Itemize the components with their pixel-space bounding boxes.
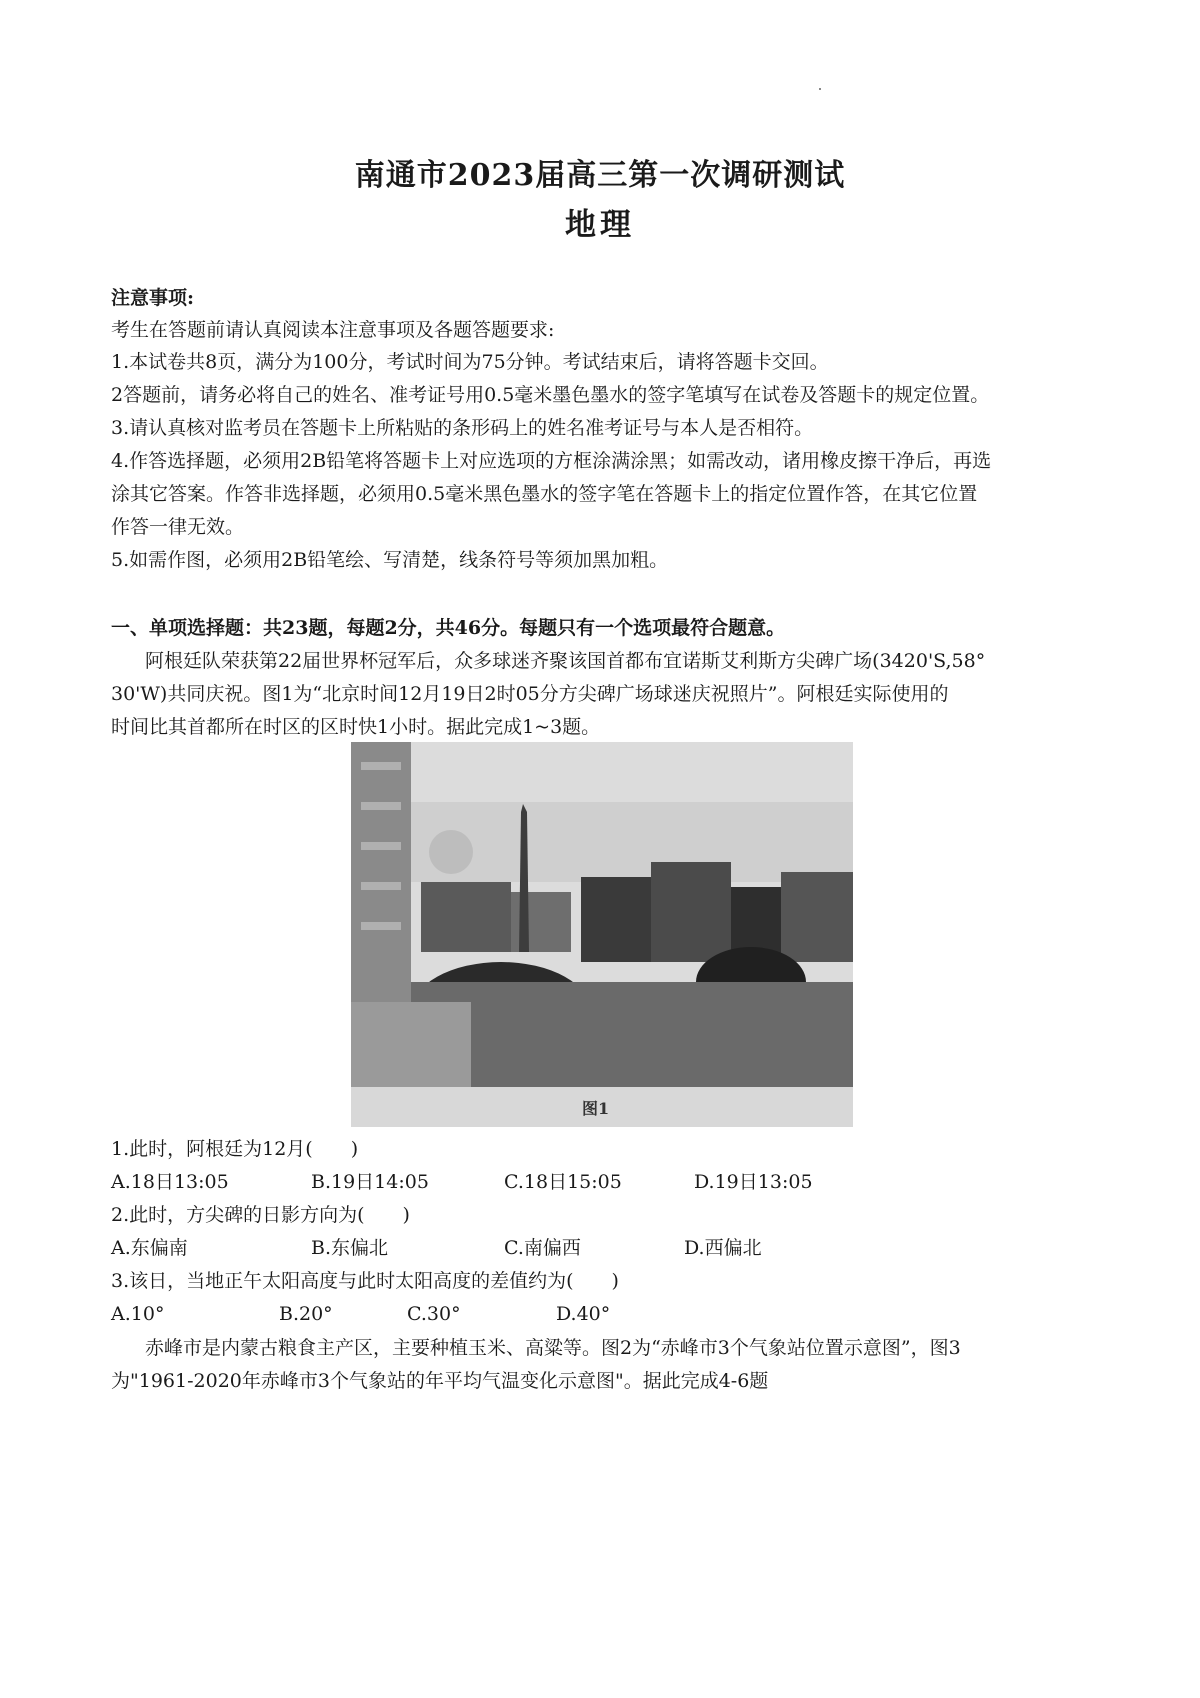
exam-title: 南通市2023届高三第一次调研测试 [354,158,846,193]
question-stem: 3.该日，当地正午太阳高度与此时太阳高度的差值约为( ) [111,1270,619,1292]
option-d: D.19日13:05 [694,1171,813,1193]
passage-line: 为"1961-2020年赤峰市3个气象站的年平均气温变化示意图"。据此完成4-6题 [111,1370,769,1392]
notice-heading: 注意事项: [111,287,195,309]
passage-line: 时间比其首都所在时区的区时快1小时。据此完成1~3题。 [111,716,601,738]
figure-1-photo [351,742,853,1127]
option-b: B.20° [279,1303,333,1325]
option-d: D.西偏北 [684,1237,762,1259]
passage-line: 30'W)共同庆祝。图1为“北京时间12月19日2时05分方尖碑广场球迷庆祝照片”。阿根廷实际使用的 [111,683,949,705]
notice-item: 4.作答选择题，必须用2B铅笔将答题卡上对应选项的方框涂满涂黑；如需改动，诸用橡皮擦干净后，再选 [111,450,992,472]
notice-item: 作答一律无效。 [111,516,245,538]
option-b: B.东偏北 [311,1237,389,1259]
option-c: C.30° [407,1303,461,1325]
notice-item: 5.如需作图，必须用2B铅笔绘、写清楚，线条符号等须加黑加粗。 [111,549,669,571]
notice-item: 涂其它答案。作答非选择题，必须用0.5毫米黑色墨水的签字笔在答题卡上的指定位置作答，在其它位置 [111,483,978,505]
notice-item: 1.本试卷共8页，满分为100分，考试时间为75分钟。考试结束后，请将答题卡交回。 [111,351,829,373]
notice-item: 3.请认真核对监考员在答题卡上所粘贴的条形码上的姓名准考证号与本人是否相符。 [111,417,814,439]
section-heading: 一、单项选择题：共23题，每题2分，共46分。每题只有一个选项最符合题意。 [111,617,786,639]
option-a: A.10° [111,1303,165,1325]
option-a: A.18日13:05 [111,1171,229,1193]
option-a: A.东偏南 [111,1237,188,1259]
notice-item: 2答题前，请务必将自己的姓名、准考证号用0.5毫米墨色墨水的签字笔填写在试卷及答题卡的规定位置。 [111,384,990,406]
option-c: C.18日15:05 [504,1171,622,1193]
passage-line: 赤峰市是内蒙古粮食主产区，主要种植玉米、高粱等。图2为“赤峰市3个气象站位置示意图”，图3 [145,1337,961,1359]
question-stem: 1.此时，阿根廷为12月( ) [111,1138,359,1160]
option-b: B.19日14:05 [311,1171,429,1193]
figure-1-caption: 图1 [582,1099,610,1118]
option-c: C.南偏西 [504,1237,581,1259]
notice-intro: 考生在答题前请认真阅读本注意事项及各题答题要求: [111,319,555,341]
option-d: D.40° [556,1303,611,1325]
question-stem: 2.此时，方尖碑的日影方向为( ) [111,1204,410,1226]
scan-dot [819,88,821,90]
passage-line: 阿根廷队荣获第22届世界杯冠军后，众多球迷齐聚该国首都布宜诺斯艾利斯方尖碑广场(3420'S,58° [145,650,986,672]
exam-subject: 地理 [565,207,635,243]
